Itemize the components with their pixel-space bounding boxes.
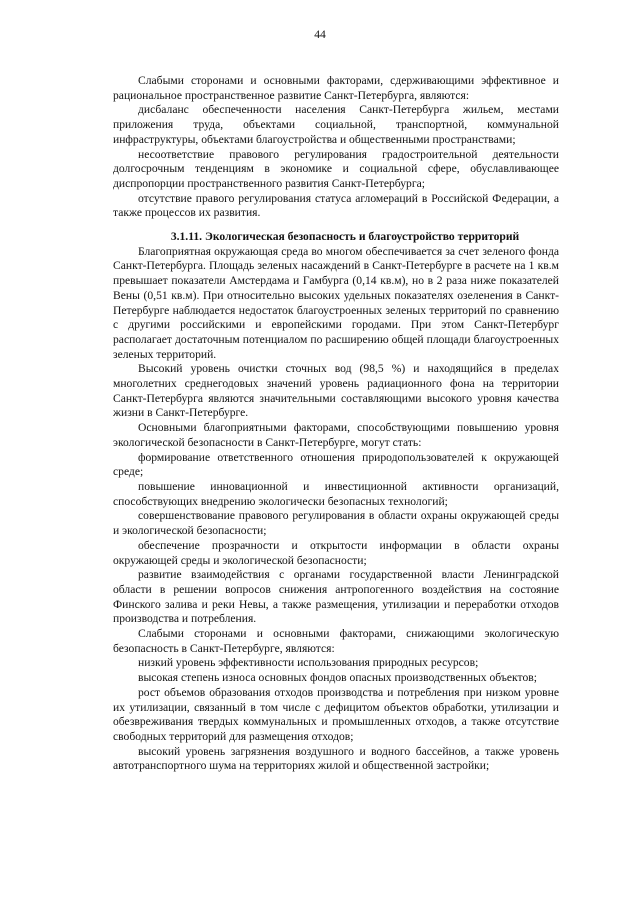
spacer [113,221,559,230]
intro-paragraph: Слабыми сторонами и основными факторами, сдерживающими эффективное и рациональное пространственное развитие Санкт-Петербурга, являются: [113,74,559,102]
document-body [113,74,559,774]
list-item: совершенствование правового регулирования в области охраны окружающей среды и экологической безопасности; [113,509,559,538]
section-paragraph: Высокий уровень очистки сточных вод (98,5 %) и находящийся в пределах многолетних среднегодовых значений уровень радиационного фона на территории Санкт-Петербурга являются значительными составляющими высокого уровня качества жизни в Санкт-Петербурге. [113,362,559,420]
intro-paragraph: отсутствие правого регулирования статуса агломераций в Российской Федерации, а также процессов их развития. [113,191,559,220]
intro-paragraph: несоответствие правового регулирования градостроительной деятельности долгосрочным тенденциям в экономике и социальной сфере, обуславливающее диспропорции пространственного развития Санкт-Петербурга; [113,147,559,190]
list-item: обеспечение прозрачности и открытости информации в области охраны окружающей среды и экологической безопасности; [113,538,559,567]
list-item: низкий уровень эффективности использования природных ресурсов; [138,656,479,670]
page-number: 44 [314,28,326,41]
list-item: развитие взаимодействия с органами государственной власти Ленинградской области в решении вопросов снижения антропогенного воздействия на состояние Финского залива и реки Невы, а также размещения, утилизации и переработки отходов производства и потребления. [113,568,559,626]
section-paragraph: Основными благоприятными факторами, способствующими повышению уровня экологической безопасности в Санкт-Петербурге, могут стать: [113,421,559,449]
section-heading: 3.1.11. Экологическая безопасность и благоустройство территорий [170,230,520,244]
list-item: формирование ответственного отношения природопользователей к окружающей среде; [113,450,559,479]
list-item: рост объемов образования отходов производства и потребления при низком уровне их утилизации, связанный в том числе с дефицитом объектов обработки, утилизации и обезвреживания твердых коммунальных и промышленных отходов, а также отсутствие свободных территорий для размещения отходов; [113,685,559,743]
section-paragraph: Благоприятная окружающая среда во многом обеспечивается за счет зеленого фонда Санкт-Петербурга. Площадь зеленых насаждений в Санкт-Петербурге в расчете на 1 кв.м превышает показатели Амстердама и Гамбурга (0,14 кв.м), но в 2 раза ниже показателей Вены (0,51 кв.м). При относительно высоких удельных показателях озеленения в Санкт-Петербурге наблюдается недостаток благоустроенных зеленых территорий по сравнению с другими российскими и европейскими городами. При этом Санкт-Петербург располагает достаточным потенциалом по расширению общей площади благоустроенных зеленых территорий. [113,244,559,361]
list-item: повышение инновационной и инвестиционной активности организаций, способствующих внедрению экологически безопасных технологий; [113,479,559,508]
intro-paragraph: дисбаланс обеспеченности населения Санкт-Петербурга жильем, местами приложения труда, объектами социальной, транспортной, коммунальной инфраструктуры, объектами благоустройства и общественными пространствами; [113,103,559,146]
list-item: высокий уровень загрязнения воздушного и водного бассейнов, а также уровень автотранспортного шума на территориях жилой и общественной застройки; [113,744,559,773]
section-paragraph: Слабыми сторонами и основными факторами, снижающими экологическую безопасность в Санкт-Петербурге, являются: [113,627,559,655]
list-item: высокая степень износа основных фондов опасных производственных объектов; [138,671,537,685]
